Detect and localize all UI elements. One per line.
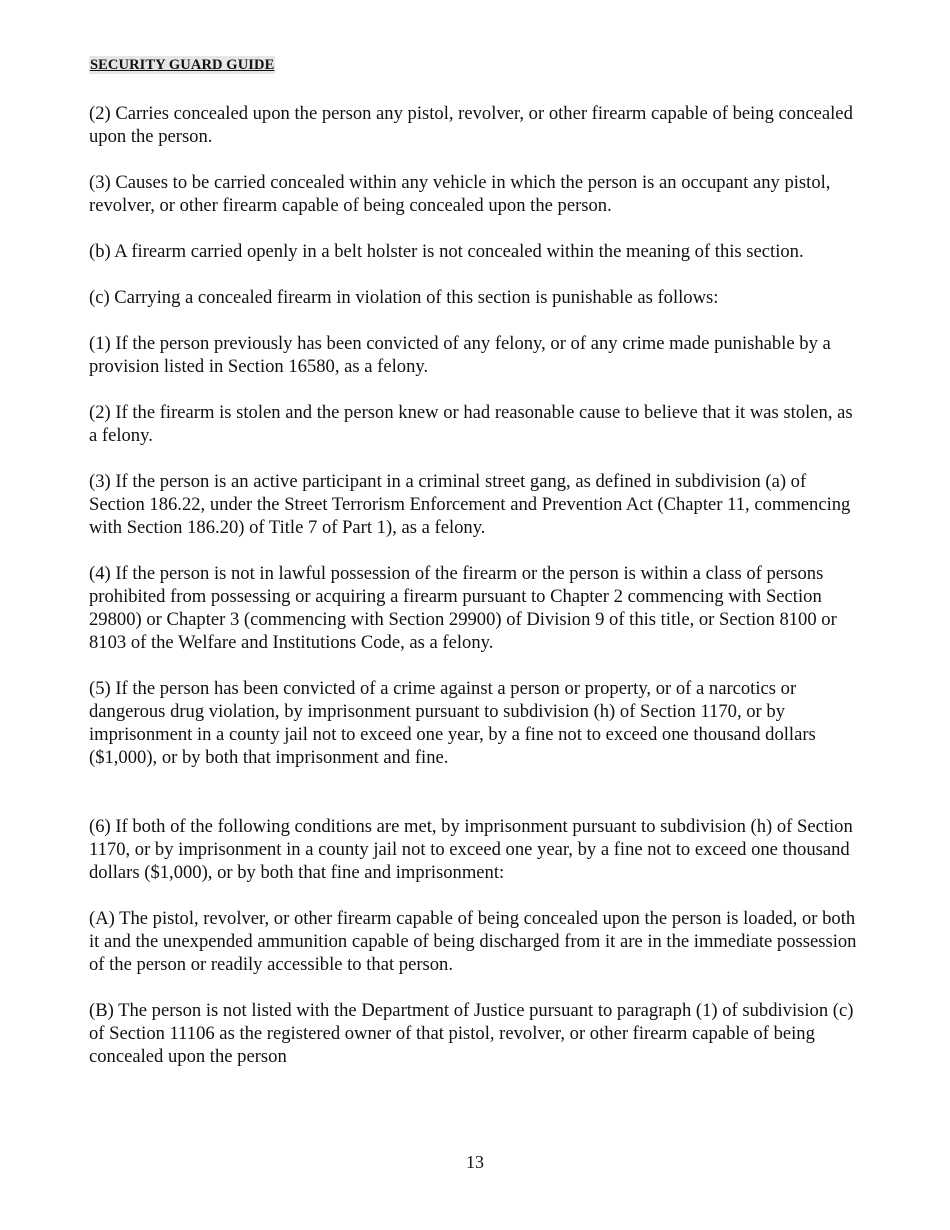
paragraph: (5) If the person has been convicted of a crime against a person or property, or of a narcotics or dangerous drug violation, by imprisonment pursuant to subdivision (h) of Section 1170, or by imprisonment in a county jail not to exceed one year, by a fine not to exceed one thousand dollars ($1,000), or by both that imprisonment and fine.	[89, 678, 816, 768]
page-number: 13	[466, 1152, 484, 1172]
paragraph: (A) The pistol, revolver, or other firearm capable of being concealed upon the person is loaded, or both it and the unexpended ammunition capable of being discharged from it are in the immediate possession of the person or readily accessible to that person.	[89, 908, 857, 975]
paragraph: (3) If the person is an active participant in a criminal street gang, as defined in subdivision (a) of Section 186.22, under the Street Terrorism Enforcement and Prevention Act (Chapter 11, commencing with Section 186.20) of Title 7 of Part 1), as a felony.	[89, 471, 851, 538]
paragraph: (b) A firearm carried openly in a belt holster is not concealed within the meaning of this section.	[89, 241, 804, 262]
paragraph: (1) If the person previously has been convicted of any felony, or of any crime made punishable by a provision listed in Section 16580, as a felony.	[89, 333, 831, 377]
document-header-title: SECURITY GUARD GUIDE	[90, 57, 275, 73]
paragraph: (4) If the person is not in lawful possession of the firearm or the person is within a class of persons prohibited from possessing or acquiring a firearm pursuant to Chapter 2 commencing with Section 29800) or Chapter 3 (commencing with Section 29900) of Division 9 of this title, or Section 8100 or 8103 of the Welfare and Institutions Code, as a felony.	[89, 563, 837, 653]
paragraph: (2) Carries concealed upon the person any pistol, revolver, or other firearm capable of being concealed upon the person.	[89, 103, 853, 147]
paragraph: (c) Carrying a concealed firearm in violation of this section is punishable as follows:	[89, 287, 719, 308]
document-body	[89, 102, 864, 1068]
paragraph: (B) The person is not listed with the Department of Justice pursuant to paragraph (1) of subdivision (c) of Section 11106 as the registered owner of that pistol, revolver, or other firearm capable of being concealed upon the person	[89, 1000, 854, 1067]
paragraph: (2) If the firearm is stolen and the person knew or had reasonable cause to believe that it was stolen, as a felony.	[89, 402, 853, 446]
paragraph: (3) Causes to be carried concealed within any vehicle in which the person is an occupant any pistol, revolver, or other firearm capable of being concealed upon the person.	[89, 172, 831, 216]
paragraph: (6) If both of the following conditions are met, by imprisonment pursuant to subdivision (h) of Section 1170, or by imprisonment in a county jail not to exceed one year, by a fine not to exceed one thousand dollars ($1,000), or by both that fine and imprisonment:	[89, 816, 853, 883]
